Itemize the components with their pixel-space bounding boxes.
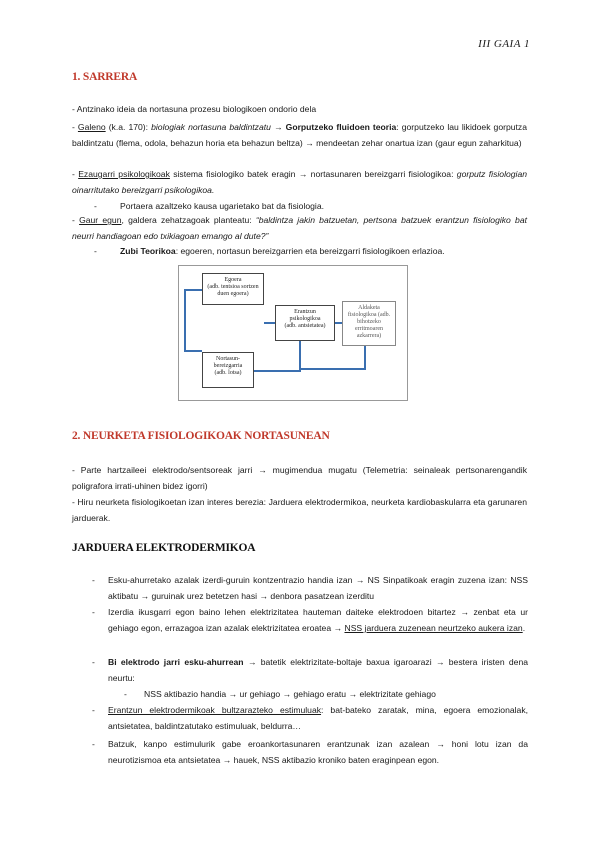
paragraph-three-measurements: - Hiru neurketa fisiologikoetan izan interes berezia: Jarduera elektrodermikoa, neurketa kardiobaskularra eta garunaren jarduerak. <box>72 497 527 523</box>
arrow-line <box>335 322 342 324</box>
diagram-box-physiological-change: Aldaketa fisiologikoa (adb. bihotzeko erritmoaren azkarrera) <box>342 301 396 346</box>
nss-measurement-term: NSS jarduera zuzenean neurtzeko aukera izan <box>344 623 523 633</box>
psych-traits-term: Ezaugarri psikologikoak <box>78 169 170 179</box>
bullet-dash: - <box>92 657 95 667</box>
bullet-dash: - <box>92 705 95 715</box>
arrow-line <box>184 289 202 291</box>
arrow-line <box>264 322 275 324</box>
bullet-dash: - <box>94 201 97 211</box>
paragraph-galeno: - Galeno (k.a. 170): biologiak nortasuna baldintzatu → Gorputzeko fluidoen teoria: gorputzeko lau likidoek gorputza baldintzatu (flema, odola, behazun horia eta behazun beltza) → mendeetan zehar onartua izan (gaur egun zaharkitua) <box>72 122 528 148</box>
paragraph-ancient-idea: - Antzinako ideia da nortasuna prozesu biologikoen ondorio dela <box>72 104 317 114</box>
bullet-stimuli: - Erantzun elektrodermikoak bultzarazteko estimuluak: bat-bateko zaratak, mina, egoera emozionalak, antsietatea, baldintzatutako estimuluak, beldurra… <box>108 702 528 734</box>
arrow-line <box>184 350 202 352</box>
page-header: III GAIA 1 <box>478 38 530 50</box>
personality-diagram <box>178 265 408 401</box>
bullet-sweat: - Izerdia ikusgarri egon baino lehen elektrizitatea hauteman daiteke elektrodoen bitartez → zenbat eta ur gehiago egon, errazagoa izan azalak elektrizitatea eroatea → NSS jarduera zuzenean neurtzeko aukera izan. <box>108 604 528 636</box>
bullet-palms: - Esku-ahurretako azalak izerdi-guruin kontzentrazio handia izan → NS Sinpatikoak eragin zuzena izan: NSS aktibatu → guruinak urez betetzen hasi → denbora pasatzean izerditu <box>108 572 528 604</box>
section-title-electrodermal: JARDUERA ELEKTRODERMIKOA <box>72 542 256 554</box>
arrow-line <box>184 289 186 352</box>
bullet-dash: - <box>124 689 127 699</box>
diagram-box-situation: Egoera (adb. tentsioa sortzen duen egoera) <box>202 273 264 305</box>
bullet-chronic: - Batzuk, kanpo estimulurik gabe eroankortasunaren erantzunak izan azalean → honi lotu izan da neurotizismoa eta antsietatea → hauek, NSS aktibazio kroniko baten eraginpean egon. <box>108 736 528 768</box>
bullet-dash: - <box>92 739 95 749</box>
bullet-two-electrodes: - Bi elektrodo jarri esku-ahurrean → batetik elektrizitate-boltaje baxua igaroarazi → bestera iristen dena neurtu: <box>108 654 528 686</box>
arrow-line <box>254 370 299 372</box>
section-title-measurements: 2. NEURKETA FISIOLOGIKOAK NORTASUNEAN <box>72 430 330 442</box>
arrow-line <box>364 346 366 370</box>
galeno-term: Galeno <box>77 122 106 132</box>
stimuli-term: Erantzun elektrodermikoak bultzarazteko estimuluak <box>108 705 322 715</box>
diagram-box-response: Erantzun psikologikoa (adb. antsietatea) <box>275 305 335 341</box>
bullet-dash: - <box>92 607 95 617</box>
arrow-line <box>301 368 366 370</box>
paragraph-electrodes: - Parte hartzaileei elektrodo/sentsoreak jarri → mugimendua mugatu (Telemetria: seinaleak pertsonarengandik poligrafora irrati-uhinen bidez igorri) <box>72 465 527 491</box>
section-title-sarrera: 1. SARRERA <box>72 71 138 83</box>
theory-term: Gorputzeko fluidoen teoria <box>285 122 397 132</box>
diagram-box-trait: Nortasun- bereizgarria (adb. lotsa) <box>202 352 254 388</box>
paragraph-today: - Gaur egun, galdera zehatzagoak planteatu: “baldintza jakin batzuetan, pertsona batzuek erantzun fisiologiko bat neurri handiagoan edo txikiagoan emango al dute?” <box>72 215 527 241</box>
bullet-dash: - <box>94 246 97 256</box>
bullet-dash: - <box>92 575 95 585</box>
today-term: Gaur egun <box>79 215 122 225</box>
paragraph-psychological-traits: - Ezaugarri psikologikoak sistema fisiologiko batek eragin → nortasunaren bereizgarri fisiologikoa: gorputz fisiologian oinarritutako bereizgarri psikologikoa. <box>72 169 528 195</box>
